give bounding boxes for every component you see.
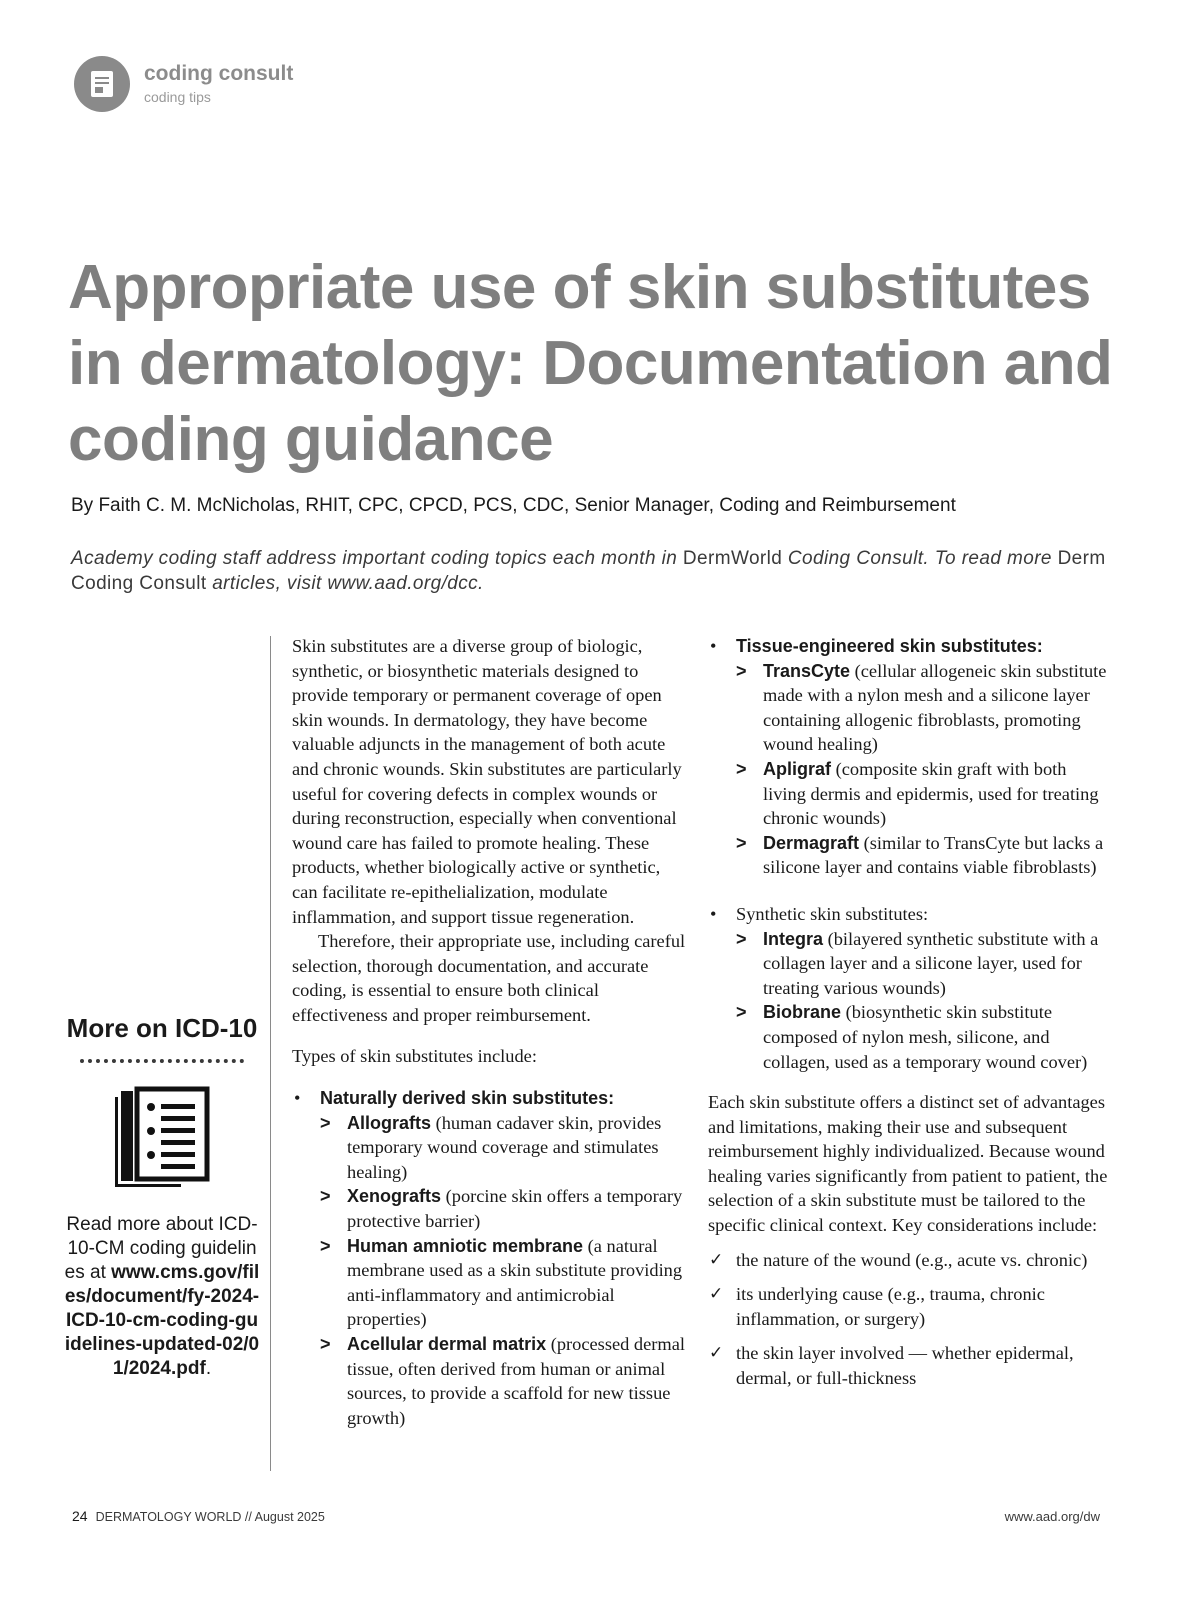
chevron-right-icon: > — [320, 1235, 331, 1256]
paragraph-appropriate-use: Therefore, their appropriate use, including careful selection, thorough documentation, and accurate coding, is essential to ensure both clinical effectiveness and proper reimbursement. — [292, 931, 686, 1025]
list-item-tissue-engineered: • Tissue-engineered skin substitutes: > TransCyte (cellular allogeneic skin substitute made with a nylon mesh and a silicone layer containing allogenic fibroblasts, promoting wound healing) > Apligraf (composite skin graft with both living dermis and epidermis, used for treating chronic wounds) > Dermagraft (similar to TransCyte but lacks a silicone layer and contains viable fibroblasts) — [708, 634, 1108, 880]
chevron-right-icon: > — [736, 660, 747, 681]
sidebar-title: More on ICD-10 — [66, 1013, 258, 1043]
dotted-divider — [80, 1059, 244, 1063]
sub-item-biobrane: > Biobrane (biosynthetic skin substitute composed of nylon mesh, silicone, and collagen, used as a temporary wound cover) — [736, 1002, 1088, 1072]
sub-item-xenografts: > Xenografts (porcine skin offers a temporary protective barrier) — [320, 1186, 683, 1232]
chevron-right-icon: > — [320, 1112, 331, 1133]
cms-guidelines-link[interactable]: www.cms.gov/files/document/fy-2024-ICD-10-cm-coding-guidelines-updated-02/01/2024.pdf — [64, 1262, 260, 1379]
publication-info: DERMATOLOGY WORLD // August 2025 — [95, 1510, 325, 1524]
paragraph-considerations: Each skin substitute offers a distinct set of advantages and limitations, making their use and subsequent reimbursement highly individualized. Because wound healing varies significantly from patient to patient, the selection of a skin substitute must be tailored to the specific clinical context. Key considerations include: — [708, 1092, 1108, 1236]
sub-item-allografts: > Allografts (human cadaver skin, provides temporary wound coverage and stimulates healing) — [320, 1112, 662, 1182]
checklist-item: ✓ the skin layer involved — whether epidermal, dermal, or full-thickness — [709, 1343, 1074, 1389]
checkmark-icon: ✓ — [709, 1284, 724, 1305]
chevron-right-icon: > — [736, 1002, 747, 1023]
sub-item-dermagraft: > Dermagraft (similar to TransCyte but lacks a silicone layer and contains viable fibroblasts) — [736, 832, 1104, 878]
sub-item-acellular-dermal-matrix: > Acellular dermal matrix (processed dermal tissue, often derived from human or animal sources, to provide a scaffold for new tissue growth) — [320, 1334, 685, 1428]
bullet-icon: • — [294, 1088, 301, 1109]
list-item-naturally-derived: • Naturally derived skin substitutes: > Allografts (human cadaver skin, provides temporary wound coverage and stimulates healing) > Xenografts (porcine skin offers a temporary protective barrier) > Human amniotic membrane (a natural membrane used as a skin substitute providing anti-inflammatory and antimicrobial properties) > Acellular dermal matrix (processed dermal tissue, often derived from human or animal sources, to provide a scaffold for new tissue growth) — [292, 1086, 688, 1430]
column-divider — [270, 636, 271, 1471]
paragraph-intro: Skin substitutes are a diverse group of biologic, synthetic, or biosynthetic materials designed to provide temporary or permanent coverage of open skin wounds. In dermatology, they have become valuable adjuncts in the management of both acute and chronic wounds. Skin substitutes are particularly useful for covering defects in complex wounds or during reconstruction, especially when conventional wound care has failed to promote healing. These products, whether biologically active or synthetic, can facilitate re-epithelialization, modulate inflammation, and support tissue regeneration. — [292, 636, 682, 927]
sub-item-transcyte: > TransCyte (cellular allogeneic skin substitute made with a nylon mesh and a silicone layer containing allogenic fibroblasts, promoting wound healing) — [736, 660, 1107, 755]
types-intro: Types of skin substitutes include: — [292, 1045, 537, 1066]
sub-item-apligraf: > Apligraf (composite skin graft with both living dermis and epidermis, used for treating chronic wounds) — [736, 758, 1099, 829]
sidebar-more-on-icd10 — [64, 1010, 260, 1381]
page-number: 24 — [72, 1508, 88, 1524]
document-icon — [74, 56, 130, 112]
chevron-right-icon: > — [320, 1334, 331, 1355]
section-header — [74, 56, 293, 112]
checkmark-icon: ✓ — [709, 1249, 724, 1270]
chevron-right-icon: > — [736, 928, 747, 949]
intro-note: Academy coding staff address important coding topics each month in DermWorld Coding Consult. To read more Derm Coding Consult articles, visit www.aad.org/dcc. — [71, 548, 1106, 594]
sub-item-amniotic-membrane: > Human amniotic membrane (a natural membrane used as a skin substitute providing anti-inflammatory and antimicrobial properties) — [320, 1235, 683, 1330]
chevron-right-icon: > — [320, 1186, 331, 1207]
document-list-icon — [107, 1083, 217, 1193]
checklist-item: ✓ its underlying cause (e.g., trauma, chronic inflammation, or surgery) — [709, 1284, 1045, 1329]
byline: By Faith C. M. McNicholas, RHIT, CPC, CPCD, PCS, CDC, Senior Manager, Coding and Reimbursement — [71, 495, 956, 516]
bullet-icon: • — [710, 636, 717, 656]
checkmark-icon: ✓ — [709, 1343, 724, 1364]
footer-url[interactable]: www.aad.org/dw — [1004, 1509, 1100, 1524]
page-footer — [72, 1508, 325, 1524]
bullet-icon: • — [710, 903, 717, 924]
sub-item-integra: > Integra (bilayered synthetic substitute with a collagen layer and a silicone layer, used for treating various wounds) — [736, 928, 1099, 998]
chevron-right-icon: > — [736, 758, 747, 779]
chevron-right-icon: > — [736, 832, 747, 853]
section-subtitle: coding tips — [144, 89, 211, 105]
article-title: Appropriate use of skin substitutes in dermatology: Documentation and coding guidance — [68, 253, 1113, 474]
body-column-1 — [292, 634, 688, 1430]
list-item-synthetic: • Synthetic skin substitutes: > Integra (bilayered synthetic substitute with a collagen layer and a silicone layer, used for treating various wounds) > Biobrane (biosynthetic skin substitute composed of nylon mesh, silicone, and collagen, used as a temporary wound cover) — [708, 902, 1108, 1074]
section-title: coding consult — [144, 62, 294, 85]
sidebar-text: Read more about ICD-10-CM coding guidelines at www.cms.gov/files/document/fy-2024-ICD-10-cm-coding-guidelines-updated-02/01/2024.pdf. — [64, 1214, 260, 1379]
checklist-item: ✓ the nature of the wound (e.g., acute vs. chronic) — [708, 1248, 1108, 1273]
body-column-2 — [708, 634, 1108, 1391]
